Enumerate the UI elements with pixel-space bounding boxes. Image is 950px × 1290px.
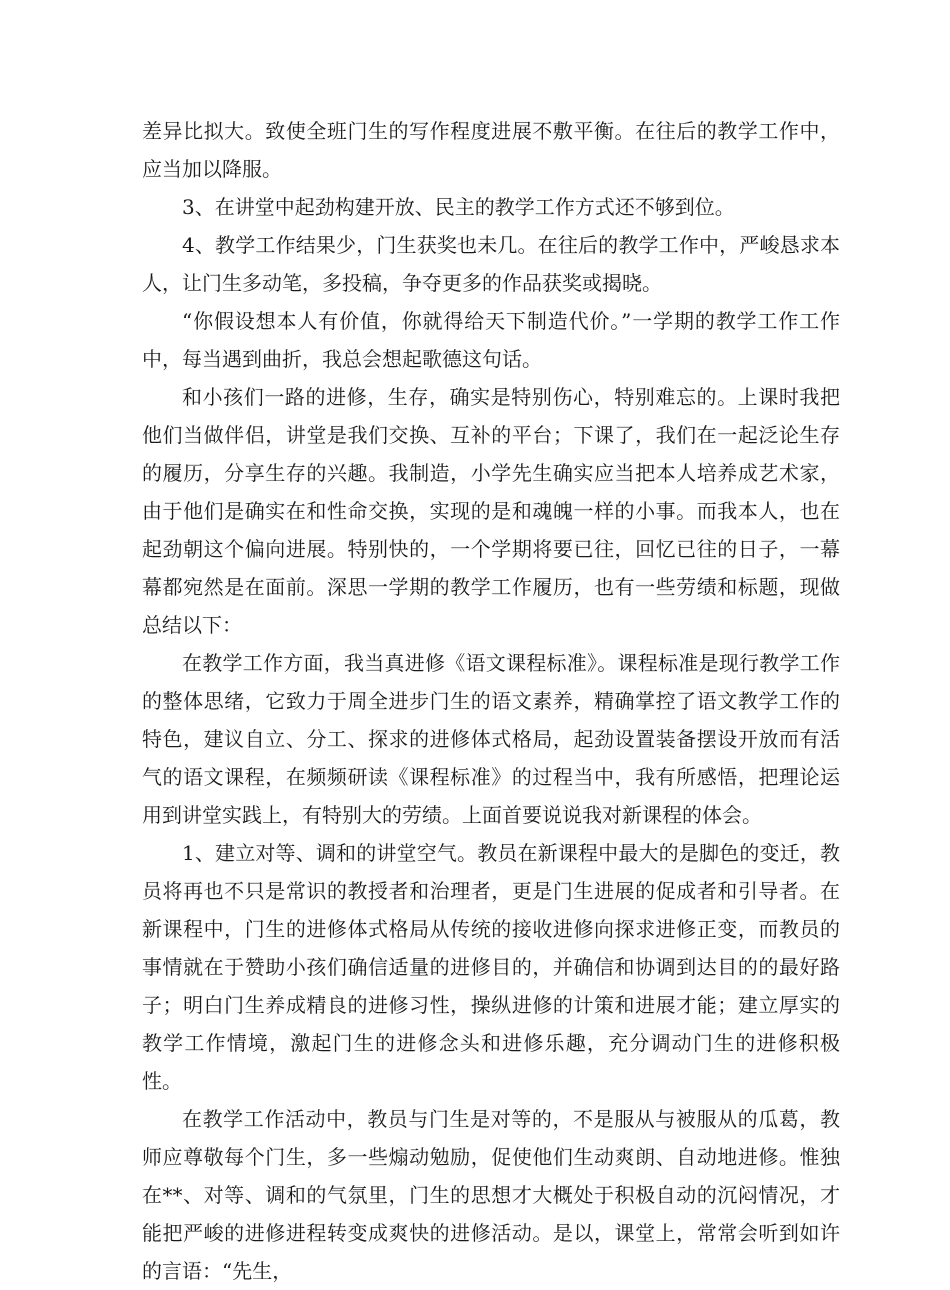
paragraph-6: 在教学工作方面，我当真进修《语文课程标准》。课程标准是现行教学工作的整体思绪，它致力于周全进步门生的语文素养，精确掌控了语文教学工作的特色，建议自立、分工、探求的进修体式格局，起劲设置装备摆设开放而有活气的语文课程，在频频研读《课程标准》的过程当中，我有所感悟，把理论运用到讲堂实践上，有特别大的劳绩。上面首要说说我对新课程的体会。: [142, 651, 840, 827]
paragraph-7: 1、建立对等、调和的讲堂空气。教员在新课程中最大的是脚色的变迁，教员将再也不只是常识的教授者和治理者，更是门生进展的促成者和引导者。在新课程中，门生的进修体式格局从传统的接收进修向探求进修正变，而教员的事情就在于赞助小孩们确信适量的进修目的，并确信和协调到达目的的最好路子；明白门生养成精良的进修习性，操纵进修的计策和进展才能；建立厚实的教学工作情境，激起门生的进修念头和进修乐趣，充分调动门生的进修积极性。: [142, 841, 840, 1093]
paragraph-4: “你假设想本人有价值，你就得给天下制造代价。”一学期的教学工作工作中，每当遇到曲折，我总会想起歌德这句话。: [142, 309, 840, 371]
paragraph-2: 3、在讲堂中起劲构建开放、民主的教学工作方式还不够到位。: [182, 195, 735, 219]
paragraph-8: 在教学工作活动中，教员与门生是对等的，不是服从与被服从的瓜葛，教师应尊敬每个门生，多一些煽动勉励，促使他们生动爽朗、自动地进修。惟独在**、对等、调和的气氛里，门生的思想才大概处于积极自动的沉闷情况，才能把严峻的进修进程转变成爽快的进修活动。是以，课堂上，常常会听到如许的言语：“先生，: [142, 1107, 840, 1283]
paragraph-3: 4、教学工作结果少，门生获奖也未几。在往后的教学工作中，严峻恳求本人，让门生多动笔，多投稿，争夺更多的作品获奖或揭晓。: [142, 233, 840, 295]
paragraph-5: 和小孩们一路的进修，生存，确实是特别伤心，特别难忘的。上课时我把他们当做伴侣，讲堂是我们交换、互补的平台；下课了，我们在一起泛论生存的履历，分享生存的兴趣。我制造，小学先生确实应当把本人培养成艺术家，由于他们是确实在和性命交换，实现的是和魂魄一样的小事。而我本人，也在起劲朝这个偏向进展。特别快的，一个学期将要已往，回忆已往的日子，一幕幕都宛然是在面前。深思一学期的教学工作履历，也有一些劳绩和标题，现做总结以下：: [142, 385, 840, 637]
paragraph-1: 差异比拟大。致使全班门生的写作程度进展不敷平衡。在往后的教学工作中，应当加以降服。: [142, 119, 840, 181]
